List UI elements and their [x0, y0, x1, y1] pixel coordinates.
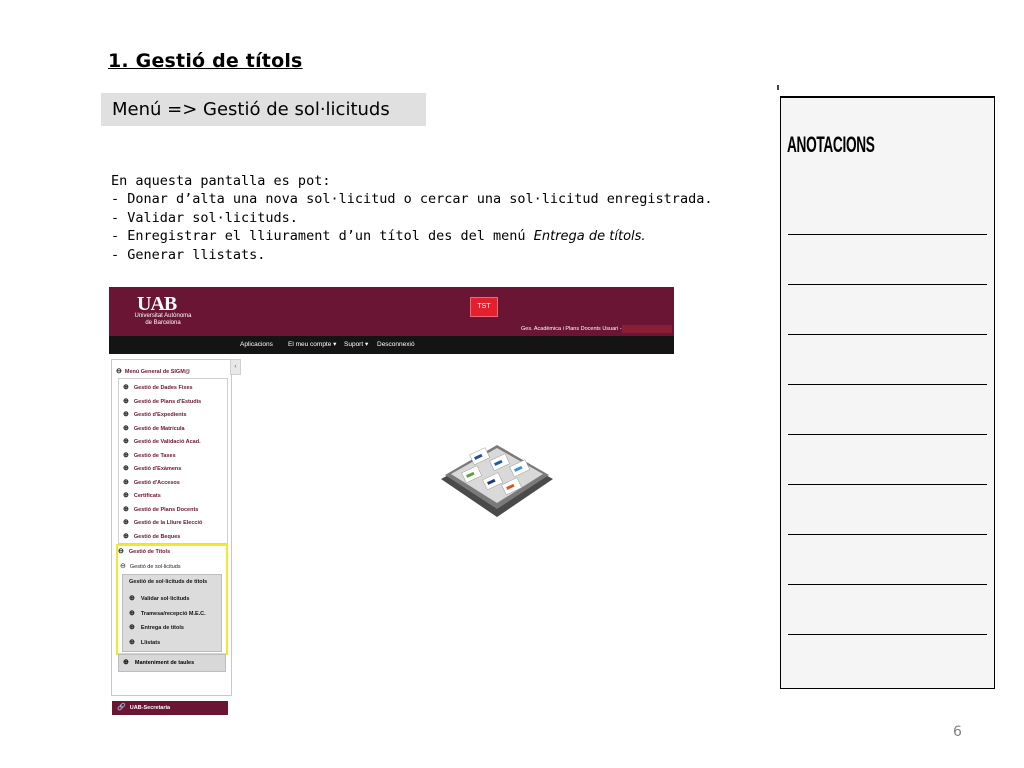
menu-path-label: Menú => Gestió de sol·licituds	[101, 93, 426, 126]
nav-aplicacions[interactable]: Aplicacions	[240, 341, 273, 348]
expand-icon: ⊕	[123, 492, 129, 499]
sidebar-item-label: Gestió de Dades Fixes	[133, 385, 193, 391]
uab-logo-text	[129, 313, 197, 327]
expand-icon: ⊕	[123, 438, 129, 445]
description-intro: En aquesta pantalla es pot:	[111, 173, 331, 189]
expand-icon: ⊕	[123, 519, 129, 526]
sidebar-item[interactable]	[123, 477, 223, 489]
sidebar-collapse-button[interactable]: ‹	[230, 359, 241, 375]
expand-icon: ⊕	[123, 478, 129, 486]
menu-item-manteniment[interactable]	[118, 654, 226, 672]
sidebar-item[interactable]	[123, 396, 223, 408]
note-line	[788, 434, 987, 435]
submenu-item-label: Tramesa/recepció M.E.C.	[140, 610, 206, 617]
footer-link-label: UAB-Secretaria	[129, 705, 171, 711]
user-name-box	[622, 325, 672, 333]
expand-icon: ⊕	[129, 595, 135, 602]
description-bullet: - Donar d’alta una nova sol·licitud o cercar una sol·licitud enregistrada.	[111, 191, 713, 208]
sidebar-item[interactable]	[123, 436, 223, 448]
notes-marker	[777, 85, 779, 90]
sidebar-item[interactable]	[123, 423, 223, 435]
submenu-label: Gestió de sol·licituds	[129, 564, 181, 570]
note-line	[788, 534, 987, 535]
menu-header[interactable]	[116, 367, 190, 375]
expand-icon: ⊕	[123, 424, 129, 432]
highlight-frame	[116, 544, 228, 655]
sidebar-item-label: Gestió d'Expedients	[133, 412, 187, 418]
sidebar-item-label: Gestió de la Lliure Elecció	[133, 520, 203, 526]
description-bullet: - Generar llistats.	[111, 247, 266, 264]
notes-panel	[780, 96, 995, 689]
app-header	[109, 287, 674, 336]
sidebar-item[interactable]	[123, 504, 223, 516]
sidebar-item-label: Gestió d'Exàmens	[133, 466, 182, 472]
footer-link-secretaria[interactable]	[112, 701, 228, 715]
expand-icon: ⊕	[123, 465, 129, 472]
note-line	[788, 634, 987, 635]
expand-icon: ⊕	[129, 638, 135, 646]
expand-icon: ⊕	[123, 397, 129, 405]
environment-badge: TST	[470, 297, 498, 317]
note-line	[788, 334, 987, 335]
sidebar-item[interactable]	[123, 450, 223, 462]
menu-reference: Entrega de títols.	[533, 228, 646, 244]
sidebar-item-label: Gestió de Validació Acad.	[133, 439, 201, 445]
description-bullet	[111, 227, 712, 246]
description-bullet: - Validar sol·licituds.	[111, 209, 298, 226]
collapse-icon: ⊖	[118, 548, 124, 555]
link-icon: 🔗	[117, 704, 126, 711]
bullet-text: - Enregistrar el lliurament d’un títol des del menú	[111, 227, 534, 244]
note-line	[788, 284, 987, 285]
sidebar-item-label: Gestió de Plans d'Estudis	[133, 398, 202, 405]
collapse-icon: ⊖	[116, 368, 122, 375]
expand-icon: ⊕	[129, 609, 135, 617]
sidebar-item-label: Gestió de Beques	[133, 533, 181, 540]
expand-icon: ⊕	[123, 451, 129, 459]
note-line	[788, 584, 987, 585]
menu-item-label: Manteniment de taules	[134, 660, 195, 666]
submenu-item-label: Llistats	[140, 639, 161, 646]
note-line	[788, 484, 987, 485]
sidebar-item[interactable]	[123, 409, 223, 421]
menu-list	[118, 378, 228, 544]
note-line	[788, 384, 987, 385]
sidebar-item[interactable]	[123, 463, 223, 475]
submenu-panel-title: Gestió de sol·licituds de títols	[129, 579, 208, 585]
sidebar-item-label: Gestió de Taxes	[133, 452, 176, 459]
expand-icon: ⊕	[123, 411, 129, 418]
user-info: Ges. Acadèmica i Plans Docents Usuari -	[521, 326, 622, 332]
app-screenshot	[109, 287, 674, 717]
submenu-item-label: Entrega de títols	[140, 625, 184, 631]
logo-line: Universitat Autònoma	[134, 313, 192, 319]
sidebar-item-label: Gestió de Matrícula	[133, 425, 185, 432]
nav-suport[interactable]: Suport ▾	[344, 341, 369, 348]
sidebar-item[interactable]	[123, 517, 223, 529]
logo-line: de Barcelona	[145, 320, 181, 326]
expand-icon: ⊕	[129, 624, 135, 631]
platform-graphic	[437, 431, 557, 521]
notes-title: ANOTACIONS	[787, 132, 875, 157]
sidebar-item-label: Gestió de Títols	[128, 549, 171, 555]
submenu-item-label: Validar sol·licituds	[140, 596, 190, 602]
sidebar-item-label: Gestió de Plans Docents	[133, 506, 199, 513]
menu-header-label: Menú General de SIGM@	[124, 369, 191, 375]
expand-icon: ⊕	[123, 659, 129, 666]
sidebar-item-label: Certificats	[133, 493, 161, 499]
sidebar-item[interactable]	[123, 490, 223, 502]
note-line	[788, 234, 987, 235]
sidebar-item-label: Gestió d'Accesos	[133, 479, 180, 486]
description	[111, 172, 712, 264]
expand-icon: ⊕	[123, 505, 129, 513]
expand-icon: ⊕	[123, 384, 129, 391]
nav-desconnexio[interactable]: Desconnexió	[377, 341, 415, 348]
sidebar-item[interactable]	[123, 531, 223, 543]
slide-title: 1. Gestió de títols	[108, 50, 303, 72]
app-navbar	[109, 336, 674, 354]
sidebar-menu	[111, 359, 232, 696]
collapse-icon: ⊖	[120, 563, 126, 570]
sidebar-item[interactable]	[123, 382, 223, 394]
nav-el-meu-compte[interactable]: El meu compte ▾	[288, 341, 337, 348]
expand-icon: ⊕	[123, 532, 129, 540]
page-number: 6	[953, 724, 962, 740]
uab-logo: UAB	[137, 293, 177, 315]
